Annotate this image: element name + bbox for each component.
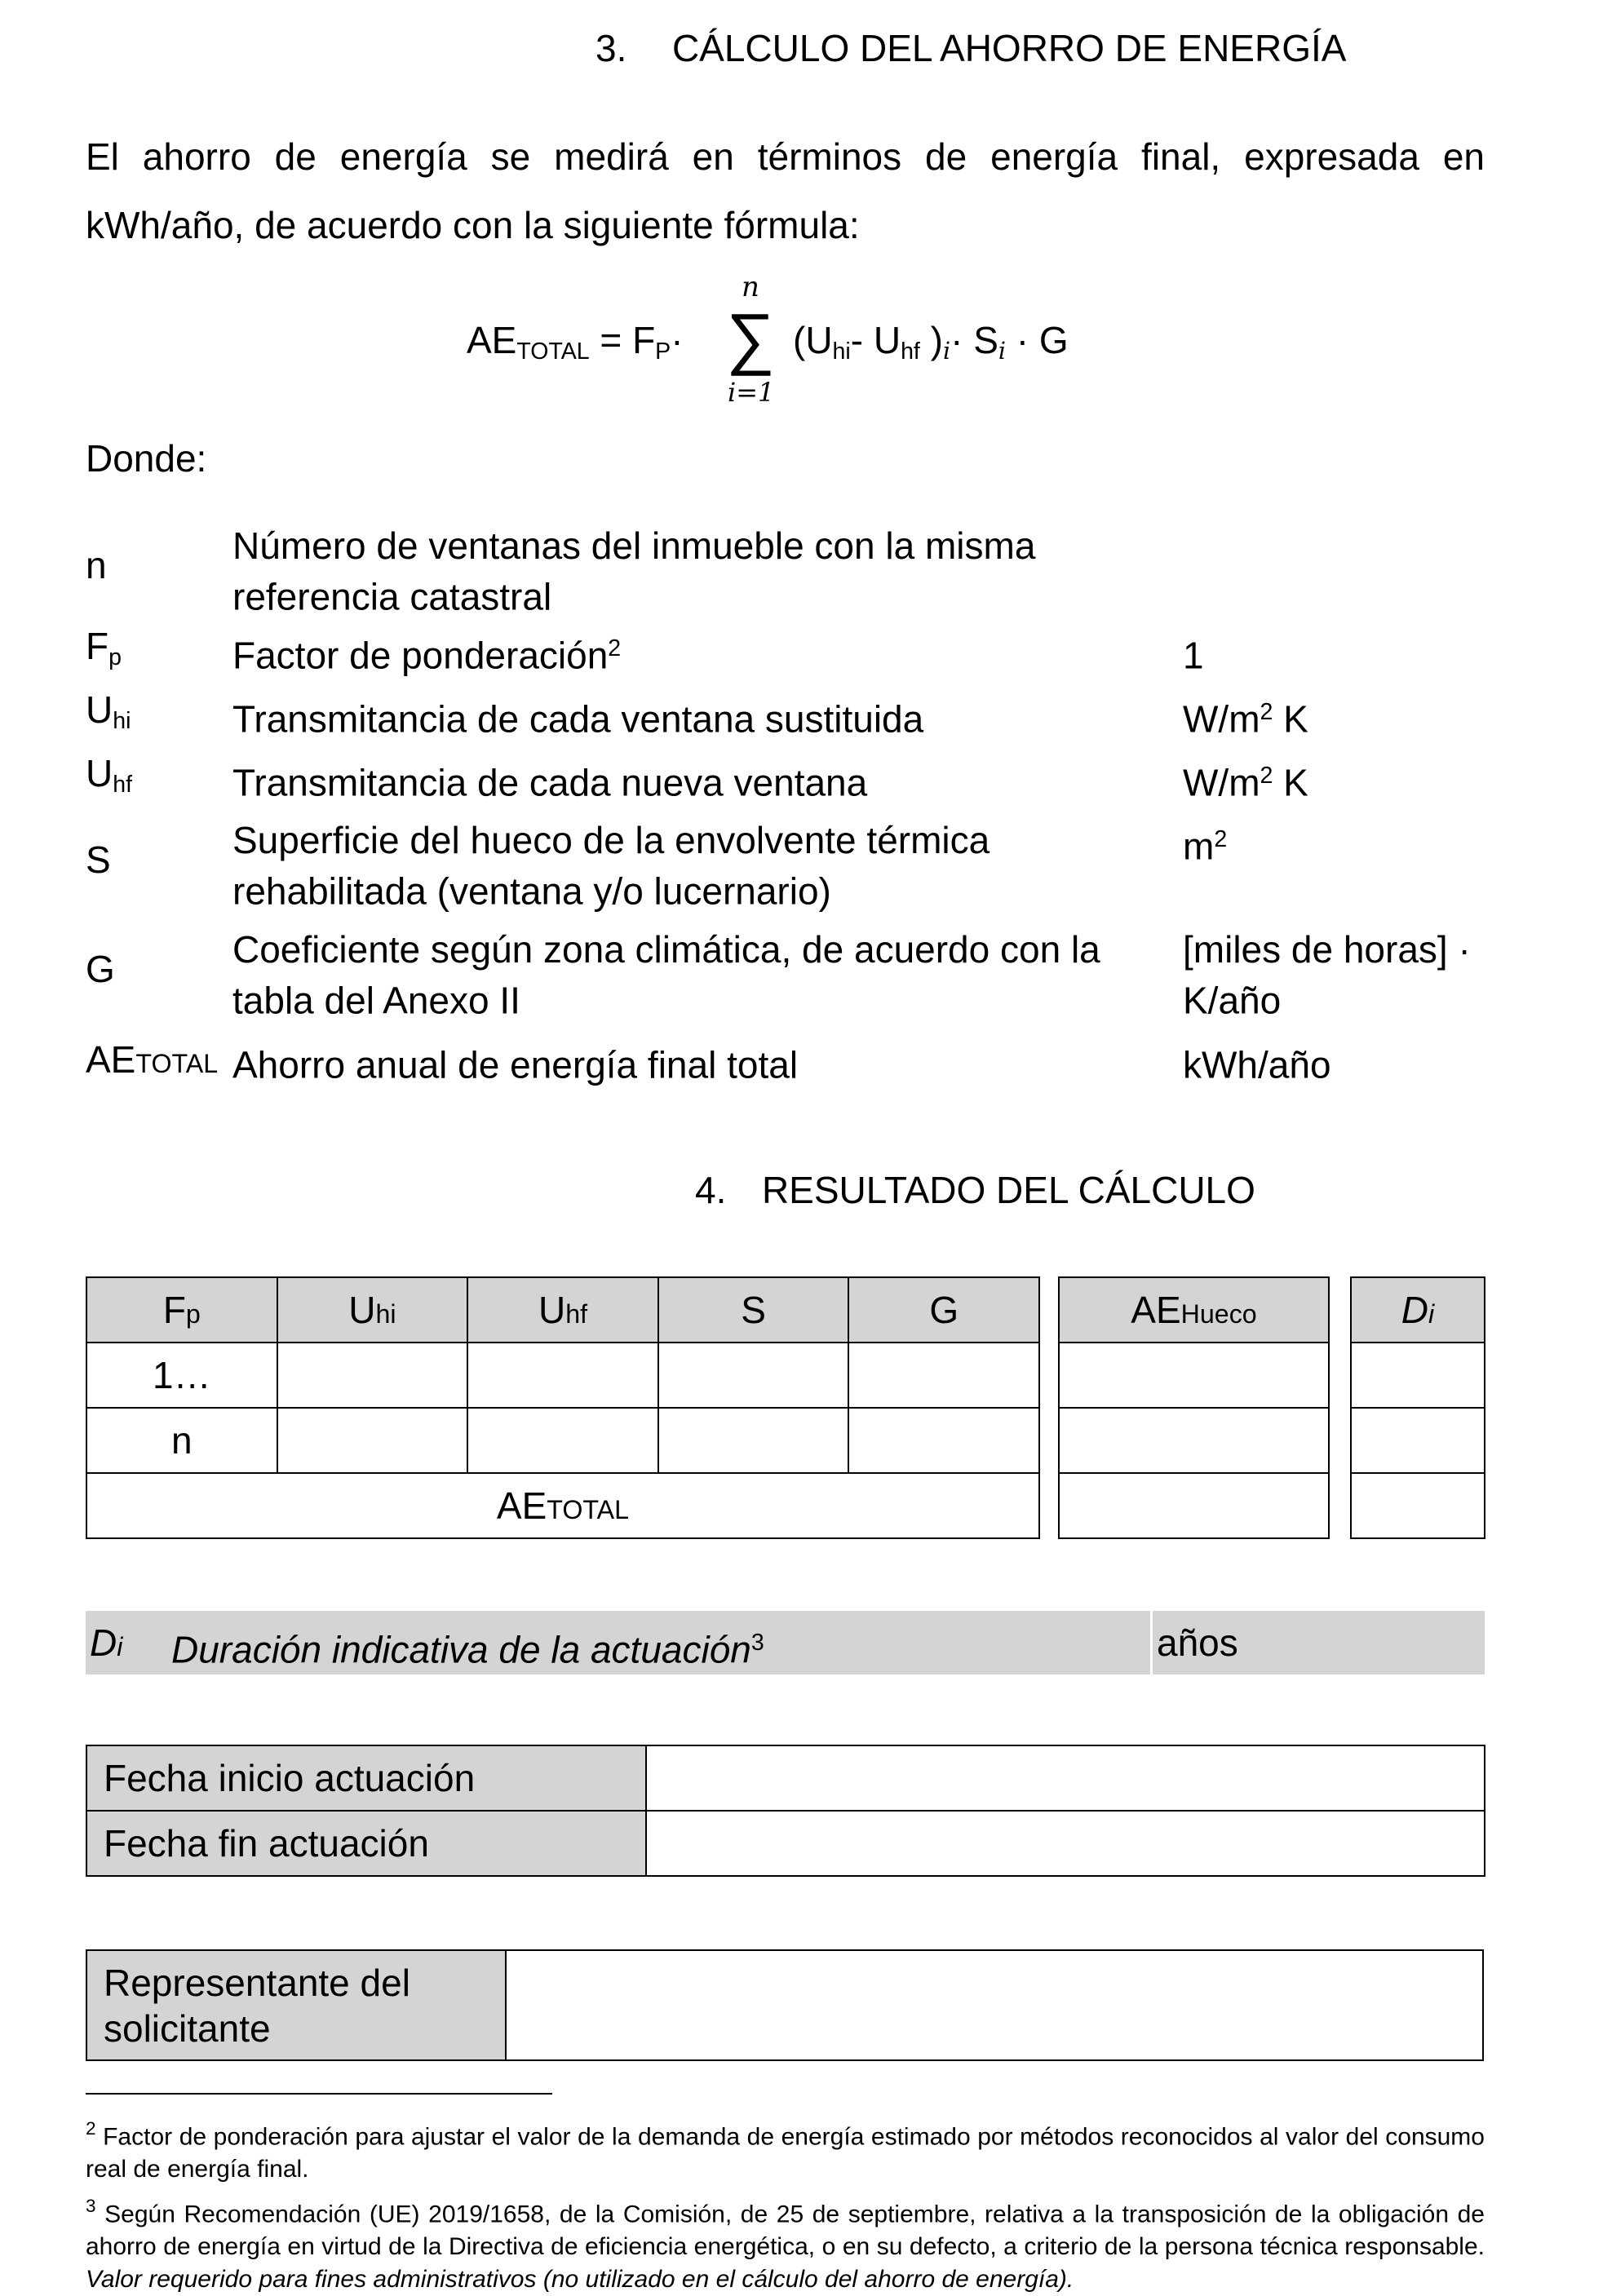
definition-unit: $W/m^2$ K (1183, 697, 1308, 741)
cell-uhi[interactable] (277, 1343, 468, 1408)
cell-ae-hueco[interactable] (1059, 1408, 1329, 1473)
duration-symbol: Di (90, 1621, 123, 1664)
definitions-table (86, 522, 1485, 1093)
formula-dot: · (671, 319, 684, 361)
header-di: Di (1351, 1277, 1485, 1343)
definition-row (86, 811, 1485, 920)
cell-uhi[interactable] (277, 1408, 468, 1473)
header-uhf: Uhf (467, 1277, 658, 1343)
row-label-first: 1… (86, 1343, 277, 1408)
formula-eq: = F (600, 319, 656, 361)
energy-formula (467, 271, 1119, 416)
header-ae-hueco: AEHueco (1059, 1277, 1329, 1343)
cell-s[interactable] (658, 1343, 849, 1408)
dates-table (86, 1745, 1485, 1877)
formula-open: (U (793, 319, 833, 361)
definition-unit: [miles de horas] · K/año (1183, 927, 1471, 1022)
footnote-separator (86, 2093, 552, 2095)
total-label: AETOTAL (86, 1473, 1039, 1538)
cell-di[interactable] (1351, 1343, 1485, 1408)
formula-ae-sub: TOTAL (516, 338, 590, 365)
section-4-title: RESULTADO DEL CÁLCULO (761, 1169, 1255, 1211)
cell-ae-hueco[interactable] (1059, 1343, 1329, 1408)
definition-row (86, 522, 1485, 620)
definition-symbol: AETOTAL (86, 1037, 219, 1081)
definition-description: Transmitancia de cada ventana sustituida (232, 697, 924, 741)
representative-field[interactable] (506, 1950, 1483, 2060)
definition-description: Coeficiente según zona climática, de acuerdo con la tabla del Anexo II (232, 927, 1100, 1022)
formula-ae: AE (467, 319, 517, 361)
formula-si-sub: i (998, 338, 1007, 365)
cell-g[interactable] (848, 1343, 1039, 1408)
formula-s: · S (950, 319, 998, 361)
cell-s[interactable] (658, 1408, 849, 1473)
definition-description: Factor de ponderación$^2$ (232, 634, 622, 677)
formula-close: ) (930, 319, 943, 361)
total-row (86, 1473, 1039, 1538)
formula-i-sub: i (942, 338, 951, 365)
donde-label: Donde: (86, 437, 207, 480)
representative-table (86, 1949, 1484, 2061)
definition-unit: $m^2$ (1183, 825, 1228, 868)
cell-uhf[interactable] (467, 1343, 658, 1408)
definition-description: Ahorro anual de energía final total (232, 1043, 799, 1086)
formula-g: · G (1016, 319, 1069, 361)
definition-symbol: G (86, 947, 115, 990)
definition-row (86, 747, 1485, 811)
definition-symbol: $U_{hf}$ (86, 751, 133, 799)
definition-row (86, 1029, 1485, 1093)
start-date-label: Fecha inicio actuación (86, 1745, 646, 1811)
sigma-upper: n (742, 271, 759, 303)
formula-uhf-sub: hf (901, 338, 920, 365)
results-header-row (86, 1277, 1039, 1343)
definition-unit: 1 (1183, 634, 1204, 677)
formula-fp-sub: P (655, 338, 671, 365)
di-table (1350, 1276, 1485, 1539)
footnote-3: $^3$ Según Recomendación (UE) 2019/1658, de la Comisión, de 25 de septiembre, relativa a la transposición de la obligación de ahorro de energía en virtud de la Directiva de eficiencia energética, o en su defecto, a criterio de la persona técnica responsable. Valor requerido para fines administrativos (no utilizado en el cálculo del ahorro de energía). (86, 2196, 1485, 2294)
definition-symbol: n (86, 543, 107, 586)
representative-label: Representante del solicitante (86, 1950, 506, 2060)
header-uhi: Uhi (277, 1277, 468, 1343)
formula-uhi-sub: hi (832, 338, 851, 365)
definition-description: Superficie del hueco de la envolvente térmica rehabilitada (ventana y/o lucernario) (232, 818, 990, 913)
end-date-field[interactable] (646, 1811, 1485, 1876)
duration-unit: años (1157, 1621, 1238, 1664)
table-row (86, 1408, 1039, 1473)
sigma-symbol: ∑ (726, 299, 775, 376)
definition-symbol: $U_{hi}$ (86, 688, 131, 735)
duration-description: Duración indicativa de la actuación$^3$ (171, 1628, 764, 1671)
section-3-number: 3. (595, 27, 627, 69)
header-g: G (848, 1277, 1039, 1343)
definition-description: Número de ventanas del inmueble con la misma referencia catastral (232, 524, 1036, 618)
section-3-heading (595, 26, 1346, 70)
section-4-heading (695, 1168, 1255, 1212)
row-label-n: n (86, 1408, 277, 1473)
definition-description: Transmitancia de cada nueva ventana (232, 761, 868, 804)
cell-g[interactable] (848, 1408, 1039, 1473)
definition-unit: $W/m^2$ K (1183, 761, 1308, 804)
formula-minus: - U (850, 319, 901, 361)
results-table (86, 1276, 1040, 1539)
definition-symbol: $F_p$ (86, 624, 122, 671)
definition-row (86, 920, 1485, 1029)
definition-row (86, 620, 1485, 683)
cell-di[interactable] (1351, 1408, 1485, 1473)
footnote-2: $^2$ Factor de ponderación para ajustar el valor de la demanda de energía estimado por métodos reconocidos al valor del consumo real de energía final. (86, 2118, 1485, 2183)
table-row (86, 1343, 1039, 1408)
definition-row (86, 683, 1485, 747)
definition-unit (1183, 522, 1485, 620)
duration-bar (86, 1611, 1485, 1674)
header-fp: Fp (86, 1277, 277, 1343)
cell-uhf[interactable] (467, 1408, 658, 1473)
definition-symbol: S (86, 838, 111, 881)
section-3-title: CÁLCULO DEL AHORRO DE ENERGÍA (671, 27, 1347, 69)
end-date-label: Fecha fin actuación (86, 1811, 646, 1876)
sigma-lower: i=1 (728, 377, 775, 408)
ae-hueco-table (1058, 1276, 1330, 1539)
start-date-field[interactable] (646, 1745, 1485, 1811)
header-s: S (658, 1277, 849, 1343)
duration-divider (1150, 1611, 1153, 1674)
cell-di-total[interactable] (1351, 1473, 1485, 1538)
intro-paragraph: El ahorro de energía se medirá en términos de energía final, expresada en kWh/año, de acuerdo con la siguiente fórmula: (86, 135, 1485, 246)
section-4-number: 4. (695, 1169, 727, 1211)
cell-ae-total[interactable] (1059, 1473, 1329, 1538)
definition-unit: kWh/año (1183, 1043, 1331, 1086)
